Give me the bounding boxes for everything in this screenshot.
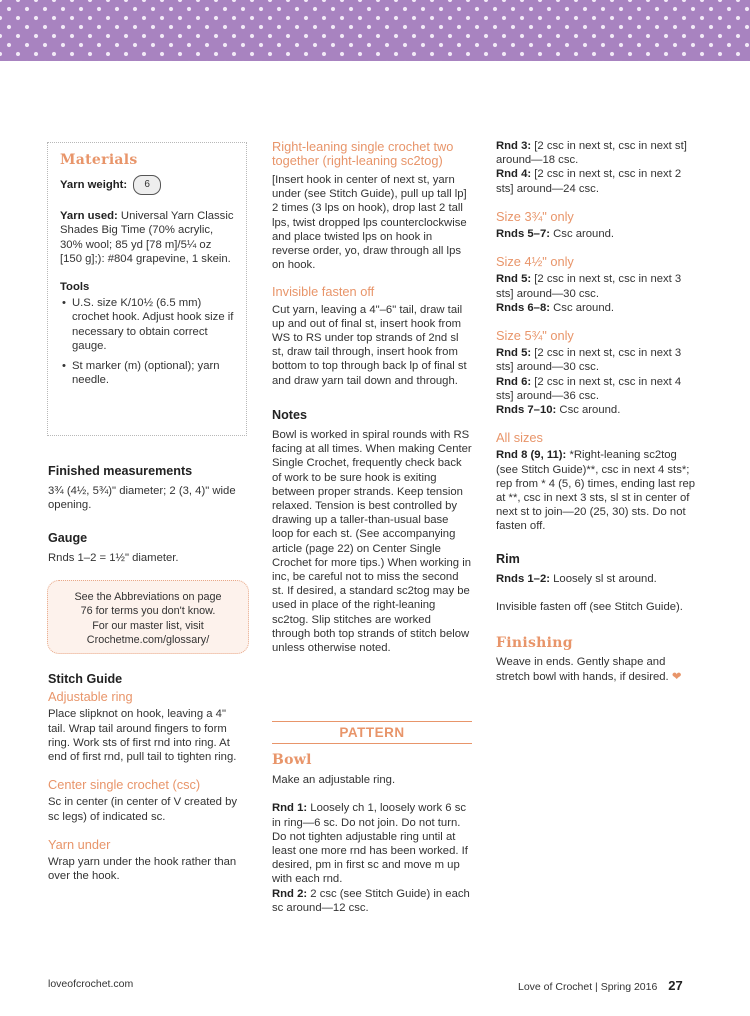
csc-text: Sc in center (in center of V created by sc legs) of indicated sc. xyxy=(48,796,238,823)
divider xyxy=(272,743,472,744)
rnd-text: Csc around. xyxy=(556,404,621,417)
bullet-icon: • xyxy=(62,360,66,373)
rnd4-label: Rnd 4: xyxy=(496,168,532,181)
rnd3-label: Rnd 3: xyxy=(496,140,532,152)
yarn-weight-icon: 6 xyxy=(133,175,161,195)
tools-title: Tools xyxy=(60,281,90,294)
materials-box xyxy=(47,142,247,436)
ring-title: Adjustable ring xyxy=(48,689,133,705)
rnd-label: Rnds 6–8: xyxy=(496,301,550,314)
csc-title: Center single crochet (csc) xyxy=(48,777,201,793)
abbreviations-callout xyxy=(47,580,249,654)
rnd-label: Rnd 5: xyxy=(496,273,532,286)
all-sizes-title: All sizes xyxy=(496,430,543,446)
rnd-text: Csc around. xyxy=(550,301,615,314)
pattern-title: PATTERN xyxy=(339,725,405,740)
abbr-line: 76 for terms you don't know. xyxy=(80,605,216,618)
rnd-label: Rnd 8 (9, 11): xyxy=(496,449,567,462)
rnd4-text: [2 csc in next st, csc in next 2 sts] around—24 csc. xyxy=(496,168,682,195)
footer-issue-date: | Spring 2016 xyxy=(592,981,658,993)
rnd-text: [2 csc in next st, csc in next 4 sts] around—36 csc. xyxy=(496,375,682,402)
gauge-text: Rnds 1–2 = 1½" diameter. xyxy=(48,551,179,564)
notes-text: Bowl is worked in spiral rounds with RS facing at all times. When making Center Single Crochet, frequently check back of work to be sure hook is exiting between proper strands. Keep tension relaxed. Tension is best controlled by drawing up a taller-than-usual base loop for each st. (See accompanying article (page 22) on Center Single Crochet for more tips.) When working in inc, be careful not to miss the second st. If desired, a standard sc2tog may be used in place of the right-leaning sc2tog. Slip stitches are worked through both top strands of stitch below unless otherwise noted. xyxy=(272,429,472,655)
size-412-title: Size 4½" only xyxy=(496,254,574,270)
right-leaning-title: Right-leaning single crochet two together (right-leaning sc2tog) xyxy=(272,139,454,168)
rim-title: Rim xyxy=(496,551,520,566)
yarn-weight-label: Yarn weight: xyxy=(60,179,128,192)
yarn-under-text: Wrap yarn under the hook rather than over the hook. xyxy=(48,856,237,883)
rnd2-text: 2 csc (see Stitch Guide) in each sc around—12 csc. xyxy=(272,887,470,914)
rnd2-label: Rnd 2: xyxy=(272,887,308,900)
rnd3-text: [2 csc in next st, csc in next st] around—18 csc. xyxy=(496,140,687,167)
rnd-label: Rnds 7–10: xyxy=(496,404,557,417)
bowl-intro: Make an adjustable ring. xyxy=(272,774,396,787)
glossary-link[interactable]: Crochetme.com/glossary/ xyxy=(86,634,210,647)
middle-column xyxy=(272,140,472,655)
rnd-text: *Right-leaning sc2tog (see Stitch Guide)**, csc in next 4 sts*; rep from * 4 (5, 6) times, ending last rep at **, csc in next 3 sts, sl st in center of next st to join—20 (25, 30) sts. Do not fasten off. xyxy=(496,449,696,533)
footer-site: loveofcrochet.com xyxy=(48,978,134,990)
bullet-icon: • xyxy=(62,297,66,310)
notes-title: Notes xyxy=(272,407,307,422)
finished-title: Finished measurements xyxy=(48,464,193,478)
rnd-text: Loosely sl st around. xyxy=(550,572,657,585)
rnd-text: Csc around. xyxy=(550,228,615,241)
bowl-section xyxy=(272,753,472,915)
yarn-under-title: Yarn under xyxy=(48,836,111,852)
tools-list xyxy=(60,296,234,387)
rnd-label: Rnds 5–7: xyxy=(496,228,550,241)
right-column xyxy=(496,139,698,684)
rnd-text: [2 csc in next st, csc in next 3 sts] around—30 csc. xyxy=(496,273,682,300)
stitch-guide-title: Stitch Guide xyxy=(48,672,123,686)
yarn-used-label: Yarn used: xyxy=(60,210,118,223)
footer-magazine: Love of Crochet xyxy=(518,981,593,993)
page-number: 27 xyxy=(668,978,683,993)
list-item: • St marker (m) (optional); yarn needle. xyxy=(62,360,220,387)
finished-text: 3¾ (4½, 5¾)" diameter; 2 (3, 4)" wide opening. xyxy=(48,485,236,512)
list-item: • U.S. size K/10½ (6.5 mm) crochet hook. Adjust hook size if necessary to obtain correct gauge. xyxy=(62,297,234,352)
finishing-text: Weave in ends. Gently shape and stretch bowl with hands, if desired. xyxy=(496,656,669,683)
polka-dot-banner xyxy=(0,0,750,61)
rnd-text: [2 csc in next st, csc in next 3 sts] around—30 csc. xyxy=(496,347,682,374)
gauge-title: Gauge xyxy=(48,530,88,545)
stitch-guide xyxy=(48,672,243,883)
finishing-title: Finishing xyxy=(496,635,573,652)
rnd-label: Rnds 1–2: xyxy=(496,572,550,585)
rim-fasten-text: Invisible fasten off (see Stitch Guide). xyxy=(496,601,683,614)
invisible-text: Cut yarn, leaving a 4"–6" tail, draw tail up and out of final st, insert hook from WS to RS under top strands of 2nd sl st, draw tail through, insert hook from bottom to top through back lp of final st and draw yarn tail down and through. xyxy=(272,303,467,387)
ring-text: Place slipknot on hook, leaving a 4" tail. Wrap tail around fingers to form ring. Work sts of first rnd into ring. At end of first rnd, pull tail to tighten ring. xyxy=(48,708,237,764)
size-534-title: Size 5¾" only xyxy=(496,328,574,344)
rnd1-text: Loosely ch 1, loosely work 6 sc in ring—6 sc. Do not join. Do not turn. Do not tighten adjustable ring until at least one more rnd has been worked. If desired, pm in first sc and move m up with each rnd. xyxy=(272,802,468,886)
rnd-label: Rnd 5: xyxy=(496,347,532,360)
footer-issue xyxy=(518,978,683,993)
rnd-label: Rnd 6: xyxy=(496,375,532,388)
materials-title: Materials xyxy=(60,152,138,168)
invisible-title: Invisible fasten off xyxy=(272,284,375,300)
divider xyxy=(272,721,472,722)
abbr-line: See the Abbreviations on page xyxy=(74,591,222,603)
left-column xyxy=(48,464,253,565)
size-34-title: Size 3¾" only xyxy=(496,208,574,224)
rnd1-label: Rnd 1: xyxy=(272,802,308,815)
bowl-title: Bowl xyxy=(272,752,312,768)
yarn-used-text: Universal Yarn Classic Shades Big Time (70% acrylic, 30% wool; 85 yd [78 m]/5¼ oz [150 g];): #804 grapevine, 1 skein. xyxy=(60,210,234,265)
right-leaning-text: [Insert hook in center of next st, yarn under (see Stitch Guide), pull up tall lp] 2 times (3 lps on hook), drop last 2 tall lps, twist dropped lps counterclockwise and place twisted lps on hook in reverse order, yo, draw through all lps on hook. xyxy=(272,174,467,272)
abbr-line: For our master list, visit xyxy=(92,619,204,632)
heart-icon: ❤ xyxy=(671,670,682,683)
